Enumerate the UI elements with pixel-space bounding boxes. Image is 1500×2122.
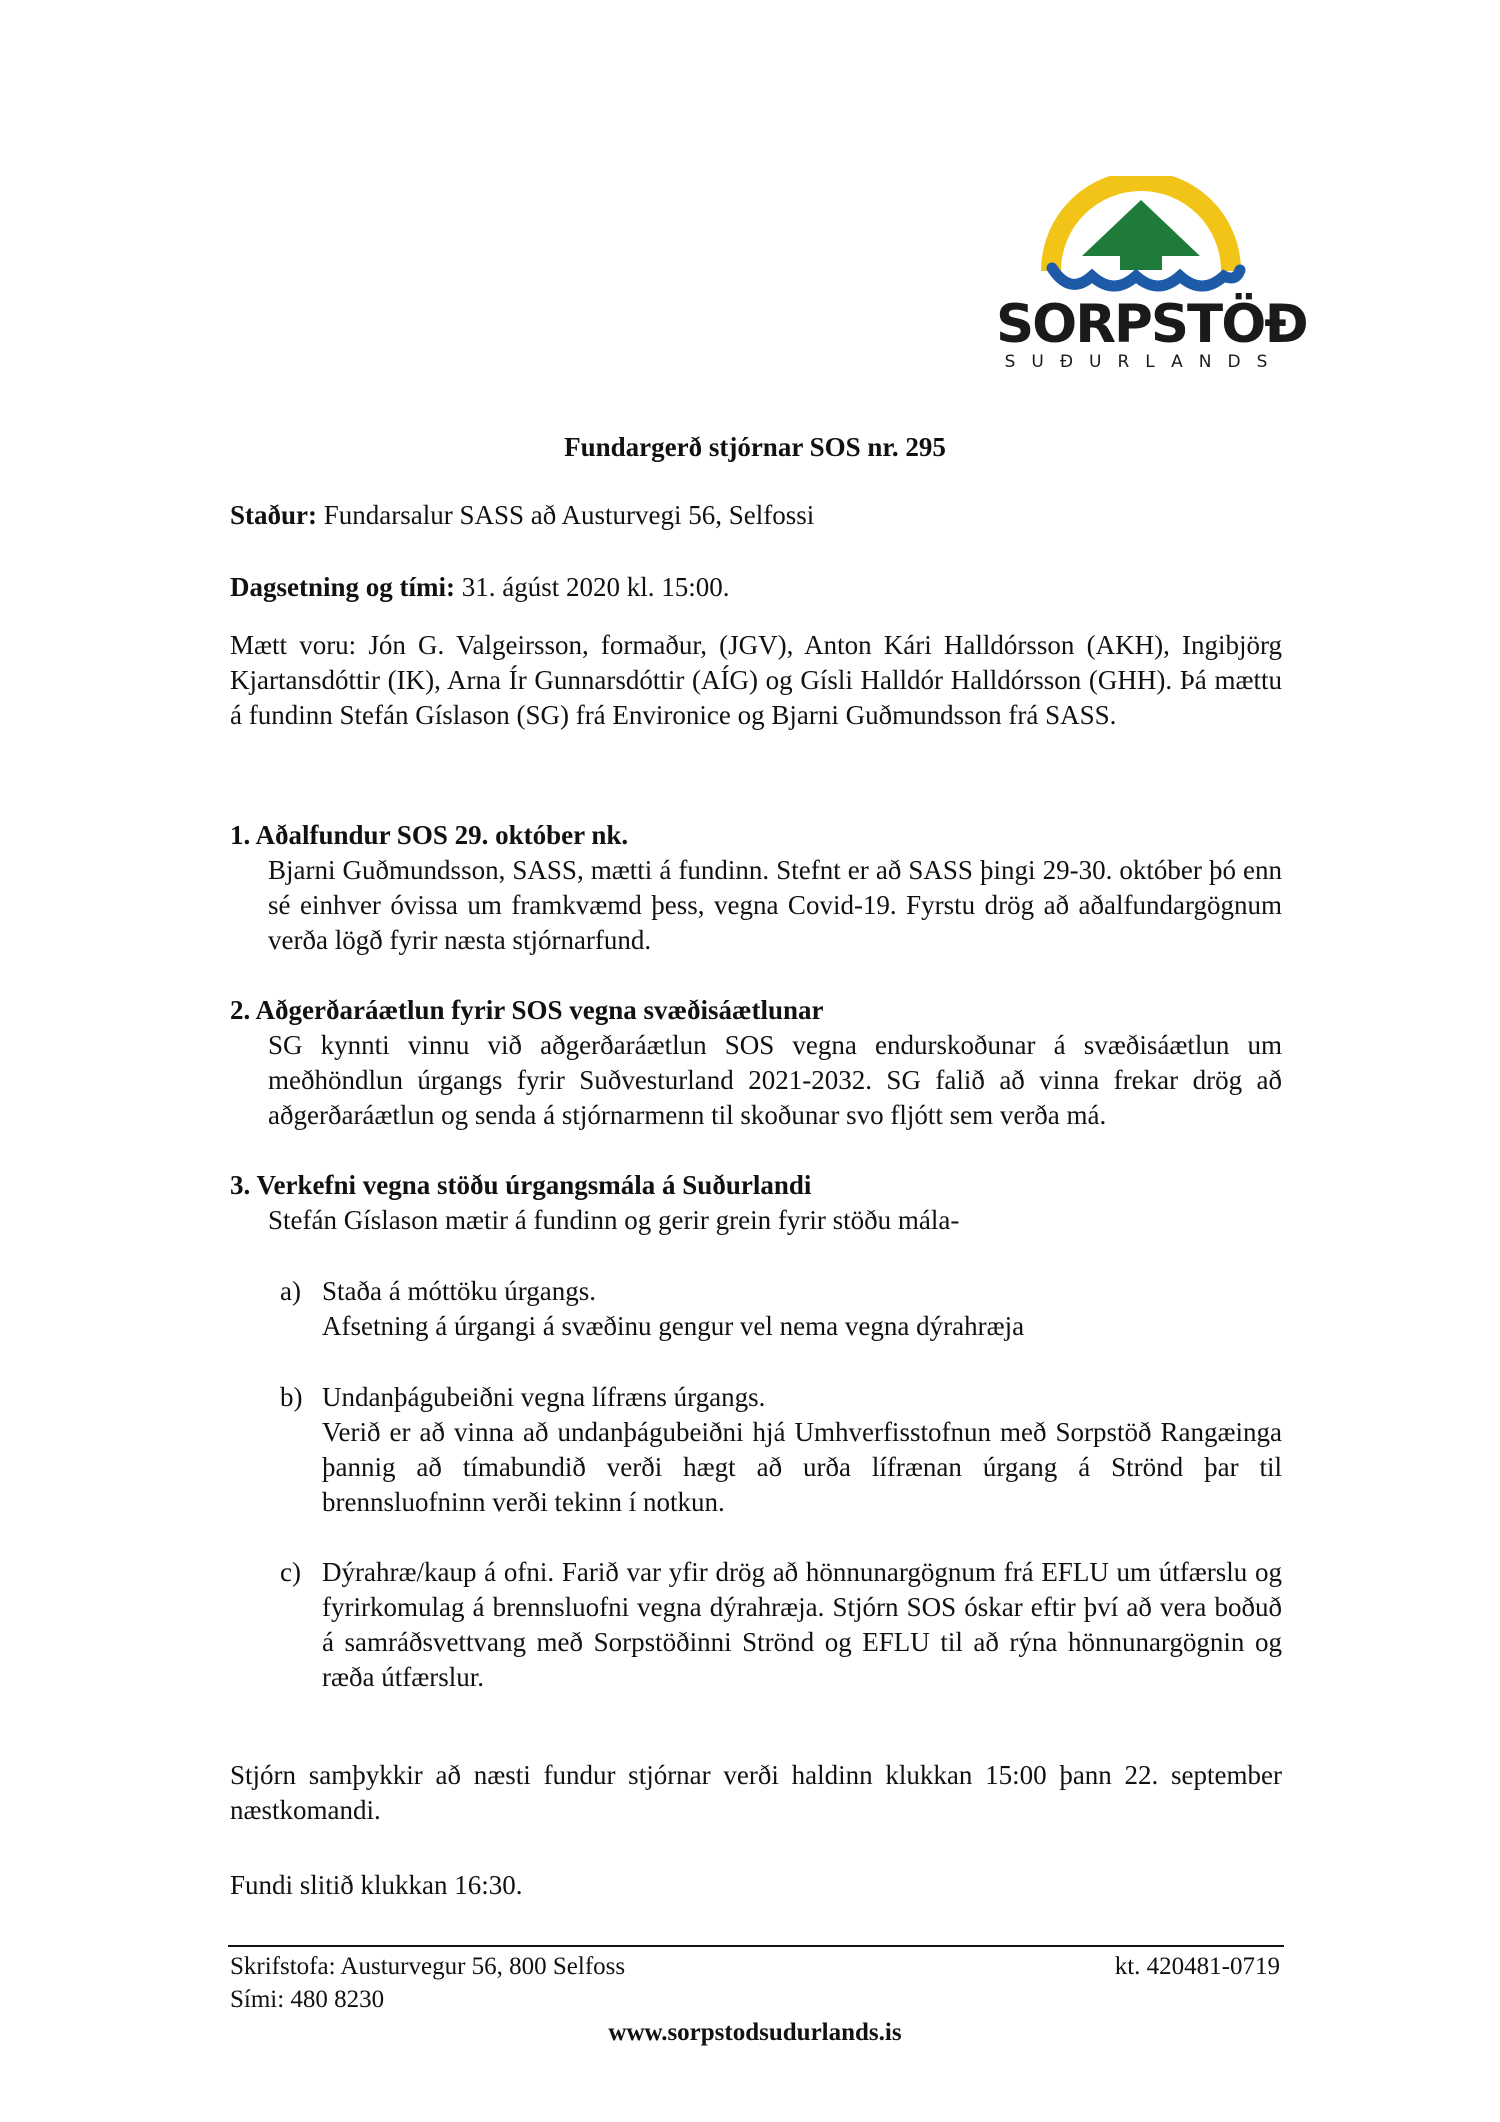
logo-wordmark: SORPSTÖÐ [996, 294, 1307, 355]
sorpstod-logo [996, 176, 1307, 376]
item-a-letter: a) [280, 1276, 301, 1306]
attendees-paragraph: Mætt voru: Jón G. Valgeirsson, formaður, (JGV), Anton Kári Halldórsson (AKH), Ingibjörg Kjartansdóttir (IK), Arna Ír Gunnarsdóttir (AÍG) og Gísli Halldór Halldórsson (GHH). Þá mættu á fundinn Stefán Gíslason (SG) frá Environice og Bjarni Guðmundsson frá SASS. [230, 630, 1282, 730]
item-a-title: Staða á móttöku úrgangs. [322, 1276, 596, 1306]
logo-subtitle: SUÐURLANDS [1004, 352, 1284, 372]
footer-website-link[interactable]: www.sorpstodsudurlands.is [608, 2019, 902, 2046]
section-3-heading: 3. Verkefni vegna stöðu úrgangsmála á Suðurlandi [230, 1170, 812, 1200]
section-1-heading: 1. Aðalfundur SOS 29. október nk. [230, 820, 629, 850]
item-b-text: Verið er að vinna að undanþágubeiðni hjá Umhverfisstofnun með Sorpstöð Rangæinga þannig að tímabundið verði hægt að urða lífrænan úrgang á Strönd þar til brennsluofninn verði tekinn í notkun. [322, 1417, 1282, 1517]
meeting-datetime [230, 570, 1280, 605]
item-b [322, 1380, 1282, 1520]
section-2-heading: 2. Aðgerðaráætlun fyrir SOS vegna svæðisáætlunar [230, 995, 824, 1025]
item-b-title: Undanþágubeiðni vegna lífræns úrgangs. [322, 1382, 766, 1412]
document-title: Fundargerð stjórnar SOS nr. 295 [564, 432, 946, 462]
datetime-value: 31. ágúst 2020 kl. 15:00. [455, 572, 730, 602]
footer-contact [230, 1950, 625, 2016]
meeting-place [230, 498, 1280, 533]
item-c-letter: c) [280, 1557, 301, 1587]
footer-divider [228, 1945, 1284, 1947]
item-c-text: Dýrahræ/kaup á ofni. Farið var yfir drög að hönnunargögnum frá EFLU um útfærslu og fyrirkomulag á brennsluofni vegna dýrahræja. Stjórn SOS óskar eftir því að vera boðuð á samráðsvettvang með Sorpstöðinni Strönd og EFLU til að rýna hönnunargögnin og ræða útfærslur. [322, 1557, 1282, 1692]
logo-emblem-icon [996, 176, 1286, 296]
section-3-body: Stefán Gíslason mætir á fundinn og gerir grein fyrir stöðu mála- [268, 1205, 960, 1235]
section-2-body: SG kynnti vinnu við aðgerðaráætlun SOS vegna endurskoðunar á svæðisáætlun um meðhöndlun úrgangs fyrir Suðvesturland 2021-2032. SG falið að vinna frekar drög að aðgerðaráætlun og senda á stjórnarmenn til skoðunar svo fljótt sem verða má. [268, 1030, 1282, 1130]
footer-office: Skrifstofa: Austurvegur 56, 800 Selfoss [230, 1953, 626, 1980]
footer-kt: kt. 420481-0719 [1114, 1953, 1280, 1980]
place-label: Staður: [230, 500, 317, 530]
datetime-label: Dagsetning og tími: [230, 572, 455, 602]
place-value: Fundarsalur SASS að Austurvegi 56, Selfossi [317, 500, 815, 530]
closing-paragraph: Stjórn samþykkir að næsti fundur stjórnar verði haldinn klukkan 15:00 þann 22. september næstkomandi. [230, 1760, 1282, 1825]
section-1-body: Bjarni Guðmundsson, SASS, mætti á fundinn. Stefnt er að SASS þingi 29-30. október þó enn sé einhver óvissa um framkvæmd þess, vegna Covid-19. Fyrstu drög að aðalfundargögnum verða lögð fyrir næsta stjórnarfund. [268, 855, 1282, 955]
footer-phone: Sími: 480 8230 [230, 1986, 385, 2013]
item-a-text: Afsetning á úrgangi á svæðinu gengur vel nema vegna dýrahræja [322, 1311, 1025, 1341]
item-a [322, 1274, 1282, 1344]
adjourn-paragraph: Fundi slitið klukkan 16:30. [230, 1870, 523, 1900]
item-b-letter: b) [280, 1382, 303, 1412]
